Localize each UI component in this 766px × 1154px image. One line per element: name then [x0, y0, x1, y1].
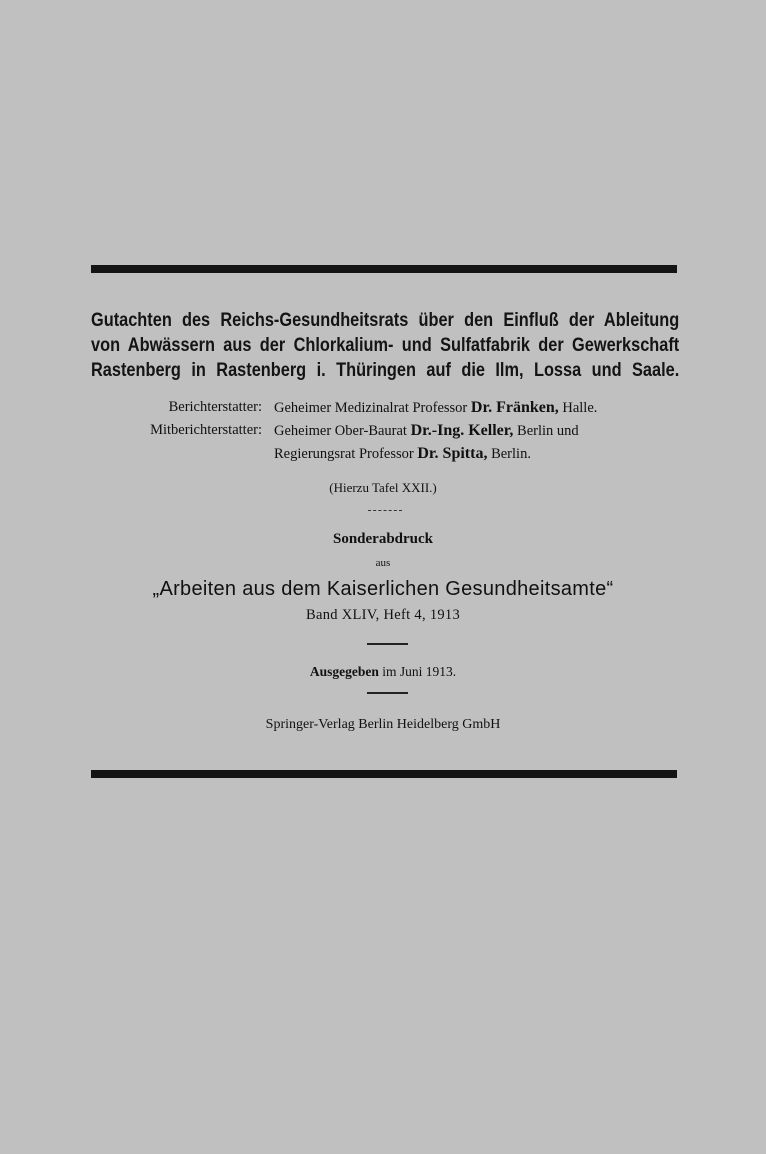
- issue-date-value: im Juni 1913.: [382, 664, 457, 679]
- series-title: „Arbeiten aus dem Kaiserlichen Gesundheitsamte“: [152, 578, 614, 600]
- issue-date: [0, 664, 766, 680]
- top-rule: [91, 265, 677, 273]
- volume-info: Band XLIV, Heft 4, 1913: [305, 607, 461, 623]
- from-label: aus: [375, 557, 391, 569]
- title-line-3: Rastenberg in Rastenberg i. Thüringen auf die Ilm, Lossa und Saale.: [91, 360, 680, 381]
- credit-name: Dr. Fränken,: [470, 399, 559, 416]
- title-line-2: von Abwässern aus der Chlorkalium- und Sulfatfabrik der Gewerkschaft: [91, 335, 680, 356]
- credit-row-berichterstatter: [0, 396, 766, 419]
- credit-name: Dr.-Ing. Keller,: [410, 422, 514, 439]
- credit-role-label: Mitberichterstatter:: [150, 422, 262, 438]
- credit-place: Berlin.: [491, 446, 531, 462]
- issue-date-label: Ausgegeben: [309, 664, 379, 679]
- credit-row-mitberichterstatter-2: [0, 442, 766, 465]
- credit-title: Regierungsrat Professor: [274, 446, 414, 462]
- credit-place: Berlin und: [517, 423, 579, 439]
- credit-text: [274, 396, 597, 420]
- credit-text: [274, 419, 579, 443]
- dashed-divider: [368, 510, 402, 512]
- plate-note: (Hierzu Tafel XXII.): [329, 480, 437, 495]
- credit-row-mitberichterstatter: [0, 419, 766, 442]
- publisher: Springer-Verlag Berlin Heidelberg GmbH: [265, 717, 501, 732]
- credit-place: Halle.: [562, 400, 598, 416]
- credits-block: [0, 396, 766, 465]
- document-title: [91, 308, 680, 383]
- credit-title: Geheimer Medizinalrat Professor: [274, 400, 468, 416]
- credit-title: Geheimer Ober-Baurat: [274, 423, 407, 439]
- credit-role-label: Berichterstatter:: [168, 399, 262, 415]
- credit-text: [274, 442, 531, 466]
- title-line-1: Gutachten des Reichs-Gesundheitsrats über den Einfluß der Ableitung: [91, 310, 680, 331]
- bottom-rule: [91, 770, 677, 778]
- credit-name: Dr. Spitta,: [417, 445, 488, 462]
- short-divider-2: [367, 692, 408, 694]
- short-divider-1: [367, 643, 408, 645]
- offprint-label: Sonderabdruck: [332, 531, 434, 547]
